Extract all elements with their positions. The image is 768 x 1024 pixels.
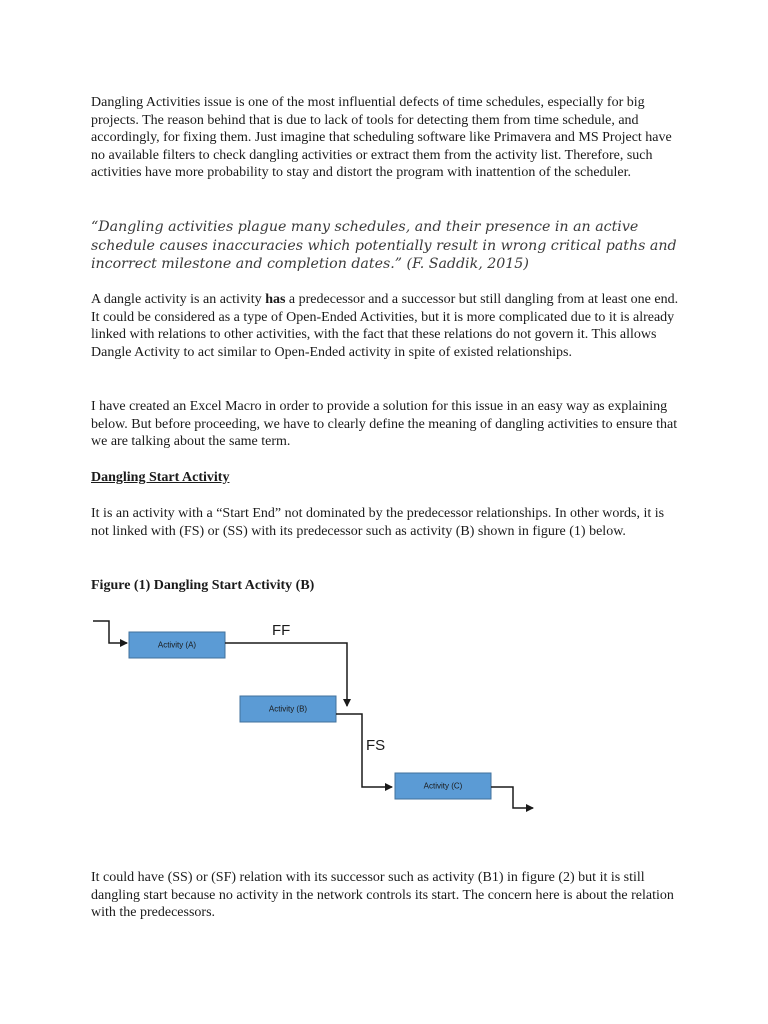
excel-macro-paragraph: I have created an Excel Macro in order to provide a solution for this issue in an easy way as explaining below. But before proceeding, we have to clearly define the meaning of dangling activities to ensure that we are talking about the same term. [91, 399, 678, 450]
dangle-definition-rest: a predecessor and a successor but still dangling from at least one end. It could be considered as a type of Open-Ended Activities, but it is more complicated due to it is already linked with relations to other activities, with the fact that these relations do not govern it. This allows Dangle Activity to act similar to Open-Ended activity in spite of existed relationships. [91, 292, 679, 360]
incoming-link-arrow [93, 621, 127, 643]
activity-b-label: Activity (B) [268, 704, 308, 714]
activity-c-label: Activity (C) [423, 781, 463, 791]
section-heading: Dangling Start Activity [91, 470, 230, 485]
dangle-definition-start: A dangle activity is an activity [91, 292, 266, 307]
fs-relation-label: FS [366, 737, 386, 754]
activity-network-diagram [0, 600, 768, 830]
dangle-definition-paragraph [91, 291, 681, 361]
ff-relation-label: FF [272, 622, 291, 639]
outgoing-link-arrow [491, 787, 533, 808]
dangling-start-paragraph: It is an activity with a “Start End” not dominated by the predecessor relationships. In other words, it is not linked with (FS) or (SS) with its predecessor such as activity (B) shown in figure (1) below. [91, 506, 665, 539]
dangle-definition-bold: has [265, 292, 286, 307]
intro-paragraph: Dangling Activities issue is one of the most influential defects of time schedules, especially for big projects. The reason behind that is due to lack of tools for detecting them from time schedule, and accordingly, for fixing them. Just imagine that scheduling software like Primavera and MS Project have no available filters to check dangling activities or extract them from the activity list. Therefore, such activities have more probability to stay and distort the program with inattention of the scheduler. [91, 95, 672, 181]
activity-a-label: Activity (A) [157, 640, 197, 650]
figure-caption: Figure (1) Dangling Start Activity (B) [91, 578, 315, 593]
successor-relation-paragraph: It could have (SS) or (SF) relation with its successor such as activity (B1) in figure (2) but it is still dangling start because no activity in the network controls its start. The concern here is about the relation with the predecessors. [91, 870, 674, 921]
quote-paragraph: “Dangling activities plague many schedules, and their presence in an active schedule causes inaccuracies which potentially result in wrong critical paths and incorrect milestone and completion dates.” (F. Saddik, 2015) [91, 219, 677, 272]
